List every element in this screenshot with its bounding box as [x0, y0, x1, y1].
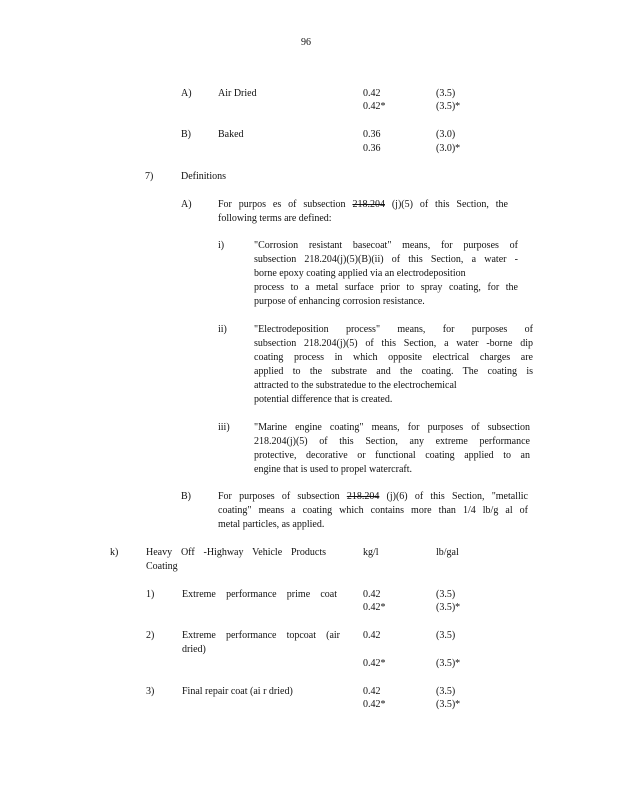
kg-value: 0.36: [363, 129, 381, 140]
subitem-line: attracted to the substratedue to the electrochemical: [254, 380, 457, 391]
subitem-text: [254, 421, 530, 477]
lb-value: (3.5): [436, 589, 456, 600]
subitem-line: applied to the substrate and the coating. The coating is: [254, 366, 533, 377]
definition-b-label: B): [181, 491, 191, 502]
lb-value: (3.5): [436, 686, 456, 697]
page-number: 96: [301, 37, 311, 48]
subitem-line: protective, decorative or functional coating applied to an: [254, 450, 530, 461]
subitem-line: potential difference that is created.: [254, 394, 393, 405]
kg-value: 0.42: [363, 686, 381, 697]
subitem-line: "Marine engine coating" means, for purposes of subsection: [254, 422, 530, 433]
struck-reference: 218.204: [346, 491, 380, 502]
lb-value: (3.5): [436, 630, 456, 641]
kg-value: 0.36: [363, 143, 381, 154]
item-number: 3): [146, 686, 155, 697]
item-line: Final repair coat (ai r dried): [182, 686, 293, 697]
column-header-kg: kg/l: [363, 547, 379, 558]
item-label: B): [181, 129, 191, 140]
subitem-line: engine that is used to propel watercraft.: [254, 464, 412, 475]
column-header-lb: lb/gal: [436, 547, 459, 558]
item-text: Air Dried: [218, 88, 257, 99]
lb-value: (3.5)*: [436, 101, 461, 112]
subitem-line: purpose of enhancing corrosion resistance.: [254, 296, 425, 307]
subitem-line: process to a metal surface prior to spray coating, for the: [254, 282, 518, 293]
kg-value: 0.42: [363, 88, 381, 99]
subitem-line: subsection 218.204(j)(5)(B)(ii) of this Section, a water -: [254, 254, 518, 265]
subitem-line: borne epoxy coating applied via an electrodeposition: [254, 268, 466, 279]
subitem-line: subsection 218.204(j)(5) of this Section, a water -borne dip: [254, 338, 533, 349]
lb-value: (3.0): [436, 129, 456, 140]
section-k-title-line: Coating: [146, 561, 178, 572]
item-text: [182, 685, 312, 699]
kg-value: 0.42: [363, 589, 381, 600]
section-k-title: [146, 546, 326, 574]
struck-reference: 218.204: [352, 199, 385, 210]
lb-value: (3.5)*: [436, 699, 461, 710]
item-line: Extreme performance topcoat (air: [182, 630, 340, 641]
kg-value: 0.42: [363, 630, 381, 641]
subitem-label: i): [218, 240, 225, 251]
definition-b-line: metal particles, as applied.: [218, 519, 325, 530]
subitem-text: [254, 323, 533, 407]
section-k-title-line: Heavy Off -Highway Vehicle Products: [146, 547, 326, 558]
item-number: 2): [146, 630, 155, 641]
item-line: dried): [182, 644, 206, 655]
kg-value: 0.42*: [363, 699, 386, 710]
subitem-line: coating process in which opposite electrical charges are: [254, 352, 533, 363]
item-text: [182, 629, 340, 657]
definition-b-text: [218, 490, 528, 532]
section-number: 7): [145, 171, 154, 182]
kg-value: 0.42*: [363, 658, 386, 669]
lb-value: (3.5): [436, 88, 456, 99]
definition-b-line: For purposes of subsection 218.204 (j)(6) of this Section, "metallic: [218, 491, 528, 502]
item-number: 1): [146, 589, 155, 600]
lb-value: (3.5)*: [436, 658, 461, 669]
kg-value: 0.42*: [363, 602, 386, 613]
item-label: A): [181, 88, 192, 99]
subitem-label: iii): [218, 422, 230, 433]
subitem-line: 218.204(j)(5) of this Section, any extreme performance: [254, 436, 530, 447]
definition-a-text: [218, 198, 508, 226]
definition-a-line: following terms are defined:: [218, 213, 332, 224]
subitem-line: "Electrodeposition process" means, for purposes of: [254, 324, 533, 335]
lb-value: (3.5)*: [436, 602, 461, 613]
item-line: Extreme performance prime coat: [182, 589, 337, 600]
lb-value: (3.0)*: [436, 143, 461, 154]
subitem-label: ii): [218, 324, 227, 335]
definition-b-line: coating" means a coating which contains more than 1/4 lb/g al of: [218, 505, 528, 516]
definition-a-label: A): [181, 199, 192, 210]
subitem-line: "Corrosion resistant basecoat" means, for purposes of: [254, 240, 518, 251]
item-text: [182, 588, 337, 602]
definition-a-line: For purpos es of subsection 218.204 (j)(5) of this Section, the: [218, 199, 508, 210]
kg-value: 0.42*: [363, 101, 386, 112]
subitem-text: [254, 239, 518, 309]
item-text: Baked: [218, 129, 244, 140]
section-k-label: k): [110, 547, 119, 558]
section-title: Definitions: [181, 171, 226, 182]
